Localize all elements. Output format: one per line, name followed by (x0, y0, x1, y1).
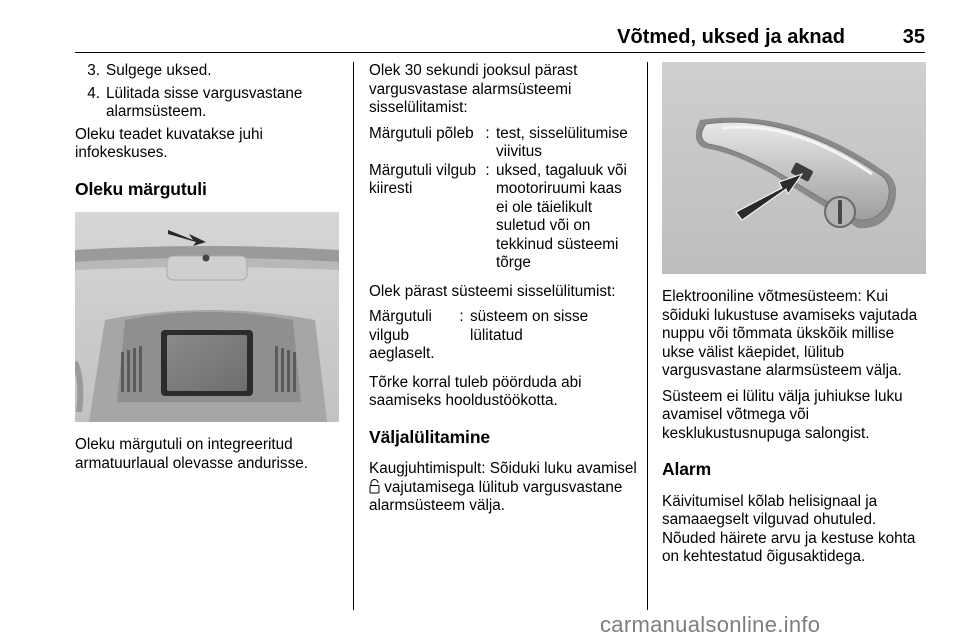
column-left (75, 62, 345, 480)
definition-key: Märgutuli vilgub kiiresti (369, 161, 477, 197)
indicator-location-text: Oleku märgutuli on integreeritud armatuurlaual olevasse andurisse. (75, 436, 308, 472)
step-text: Sulgege uksed. (106, 62, 212, 79)
unlock-icon (369, 479, 380, 494)
definition-value: süsteem on sisse lülitatud (470, 308, 589, 344)
definition-colon: : (459, 308, 464, 325)
definition-value: uksed, tagaluuk või mootoriruumi kaas ei ole täielikult suletud või on tekkinud süsteemi tõrge (496, 161, 627, 271)
fault-text: Tõrke korral tuleb pöörduda abi saamiseks hooldustöökotta. (369, 373, 582, 409)
definition-row (369, 162, 637, 273)
definition-row (369, 125, 637, 162)
step-3 (75, 62, 345, 81)
section-title: Võtmed, uksed ja aknad (617, 26, 845, 48)
heading-deactivation: Väljalülitamine (369, 426, 491, 447)
definition-key: Märgutuli põleb (369, 124, 474, 142)
definition-value: test, sisselülitumise viivitus (496, 124, 628, 160)
dashboard-indicator-illustration (75, 212, 339, 422)
column-right (662, 62, 926, 574)
column-divider-left (353, 62, 354, 610)
step-number: 4. (87, 84, 100, 102)
driver-lock-text: Süsteem ei lülitu välja juhiukse luku avamisel võtmega või kesklukustusnupuga salongist. (662, 387, 903, 442)
status-after-activation-text: Olek pärast süsteemi sisselülitumist: (369, 282, 616, 300)
page-header (75, 22, 925, 53)
electronic-key-text: Elektrooniline võtmesüsteem: Kui sõiduki lukustuse avamiseks vajutada nuppu või tõmmata ükskõik millise ukse välist käepidet, lülitub vargusvastane alarmsüsteem välja. (662, 288, 918, 379)
definition-key: Märgutuli vilgub aeglaselt. (369, 308, 435, 362)
remote-control-text (369, 460, 637, 516)
remote-text-part2: vajutamisega lülitub vargusvastane alarmsüsteem välja. (369, 478, 623, 514)
step-number: 3. (87, 62, 100, 79)
definition-colon: : (485, 124, 490, 142)
status-after-30s-text: Olek 30 sekundi jooksul pärast vargusvastase alarmsüsteemi sisselülitamist: (369, 62, 578, 116)
alarm-text: Käivitumisel kõlab helisignaal ja samaaegselt vilguvad ohutuled. Nõuded häirete arvu ja kestuse kohta on kehtestatud õigusaktidega. (662, 492, 916, 565)
column-middle (369, 62, 637, 523)
heading-alarm: Alarm (662, 459, 712, 479)
watermark: carmanualsonline.info (600, 612, 821, 637)
step-4 (75, 85, 345, 122)
definition-colon: : (485, 161, 490, 179)
column-divider-right (647, 62, 648, 610)
step-text: Lülitada sisse vargusvastane alarmsüsteem. (106, 84, 303, 120)
heading-status-indicator: Oleku märgutuli (75, 178, 207, 199)
definition-row (369, 308, 637, 364)
door-handle-illustration (662, 62, 926, 274)
status-message-text: Oleku teadet kuvatakse juhi infokeskuses. (75, 125, 263, 161)
page-number: 35 (902, 26, 925, 48)
remote-text-part1: Kaugjuhtimispult: Sõiduki luku avamisel (369, 460, 637, 477)
